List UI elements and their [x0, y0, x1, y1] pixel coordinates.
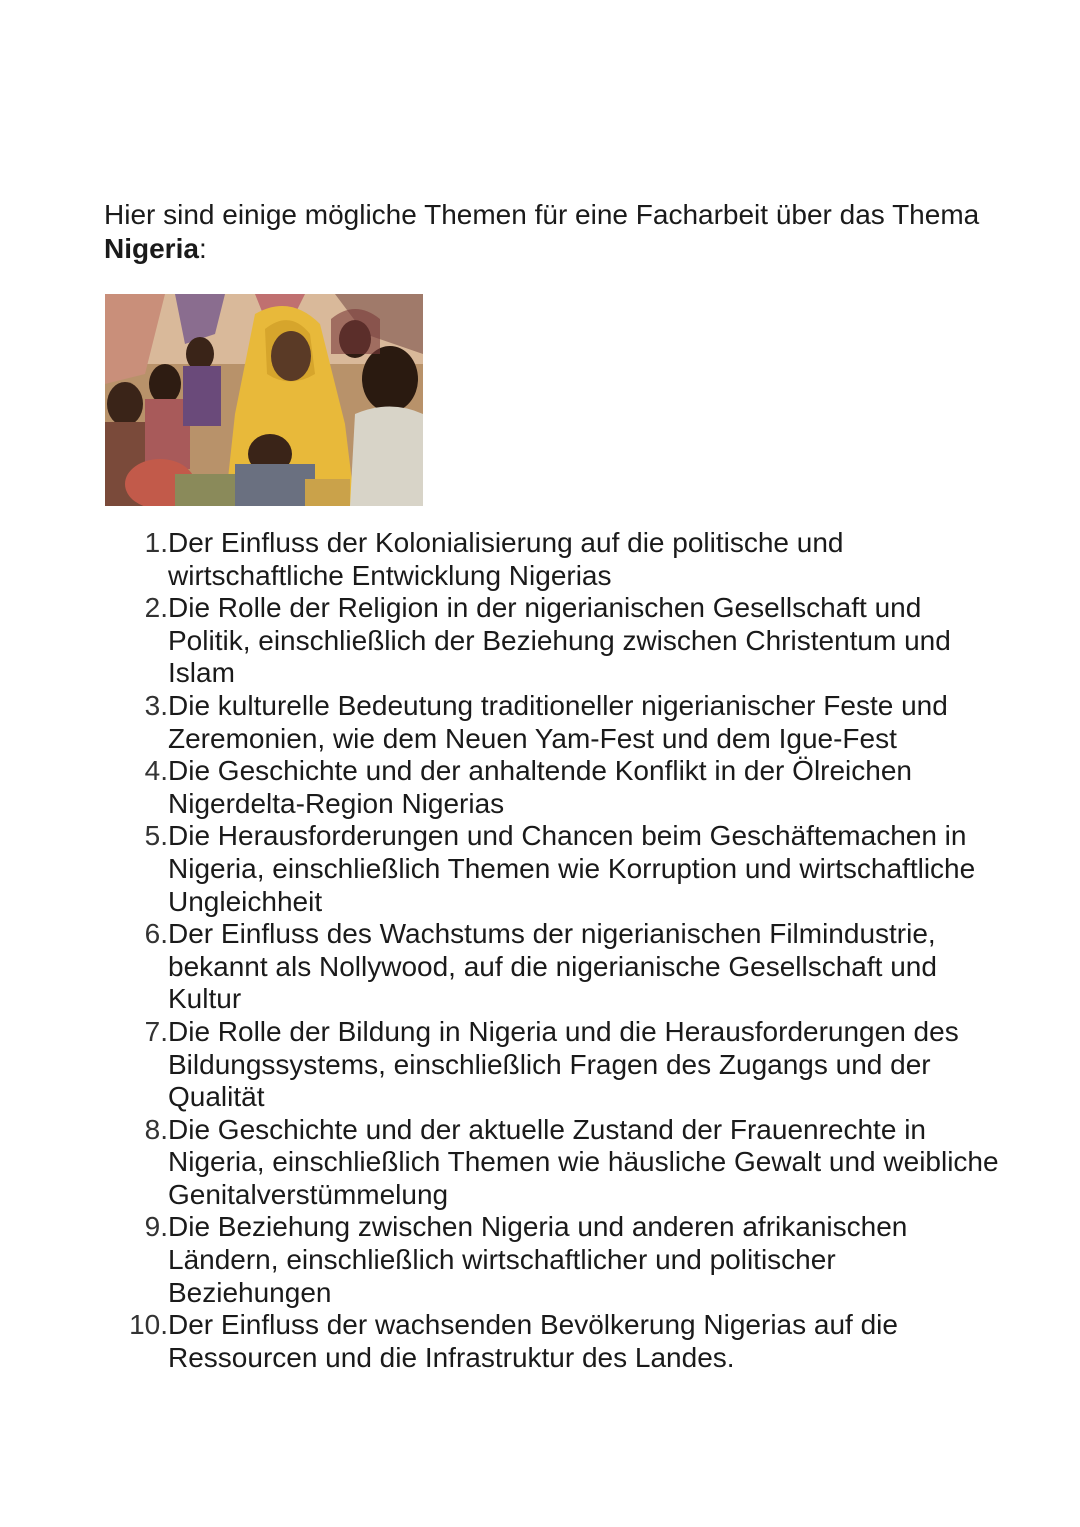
list-number: 9.: [144, 1211, 168, 1243]
list-item: [104, 820, 1004, 918]
list-item: [104, 1016, 1004, 1114]
list-item-text: Die Geschichte und der aktuelle Zustand der Frauenrechte in Nigeria, einschließlich Themen wie häusliche Gewalt und weibliche Genitalverstümmelung: [168, 1113, 999, 1210]
list-number: 8.: [144, 1113, 168, 1145]
list-item: [104, 1309, 1004, 1374]
topics-list: [104, 527, 1004, 1374]
intro-bold-topic: Nigeria: [104, 233, 199, 264]
list-item: [104, 755, 1004, 820]
list-item-text: Der Einfluss der Kolonialisierung auf die politische und wirtschaftliche Entwicklung Nigerias: [168, 527, 844, 591]
list-number: 6.: [144, 918, 168, 950]
list-item: [104, 1211, 1004, 1309]
list-item: [104, 527, 1004, 592]
list-number: 1.: [144, 527, 168, 558]
list-item: [104, 592, 1004, 690]
list-number: 3.: [144, 689, 168, 721]
list-number: 4.: [144, 755, 168, 787]
list-item-text: Die Beziehung zwischen Nigeria und anderen afrikanischen Ländern, einschließlich wirtschaftlicher und politischer Beziehungen: [168, 1211, 908, 1308]
intro-text: Hier sind einige mögliche Themen für eine Facharbeit über das Thema: [104, 199, 980, 230]
list-item: [104, 1114, 1004, 1212]
list-number: 10.: [129, 1309, 168, 1341]
list-item-text: Die Herausforderungen und Chancen beim Geschäftemachen in Nigeria, einschließlich Themen wie Korruption und wirtschaftliche Ungleichheit: [168, 820, 976, 917]
list-item-text: Die Rolle der Bildung in Nigeria und die Herausforderungen des Bildungssystems, einschließlich Fragen des Zugangs und der Qualität: [168, 1015, 959, 1113]
list-item-text: Die Geschichte und der anhaltende Konflikt in der Ölreichen Nigerdelta-Region Nigerias: [168, 755, 912, 819]
list-number: 7.: [144, 1015, 168, 1047]
list-item-text: Der Einfluss des Wachstums der nigerianischen Filmindustrie, bekannt als Nollywood, auf die nigerianische Gesellschaft und Kultur: [168, 918, 937, 1015]
list-number: 5.: [144, 820, 168, 852]
list-item-text: Die kulturelle Bedeutung traditioneller nigerianischer Feste und Zeremonien, wie dem Neuen Yam-Fest und dem Igue-Fest: [168, 689, 948, 754]
list-item: [104, 690, 1004, 755]
intro-colon: :: [198, 233, 207, 264]
list-number: 2.: [144, 592, 168, 624]
list-item: [104, 918, 1004, 1016]
intro-paragraph: [104, 198, 984, 266]
list-item-text: Die Rolle der Religion in der nigerianischen Gesellschaft und Politik, einschließlich der Beziehung zwischen Christentum und Islam: [168, 592, 951, 689]
list-item-text: Der Einfluss der wachsenden Bevölkerung Nigerias auf die Ressourcen und die Infrastruktur des Landes.: [168, 1309, 898, 1373]
photo-people-image: [105, 294, 423, 506]
